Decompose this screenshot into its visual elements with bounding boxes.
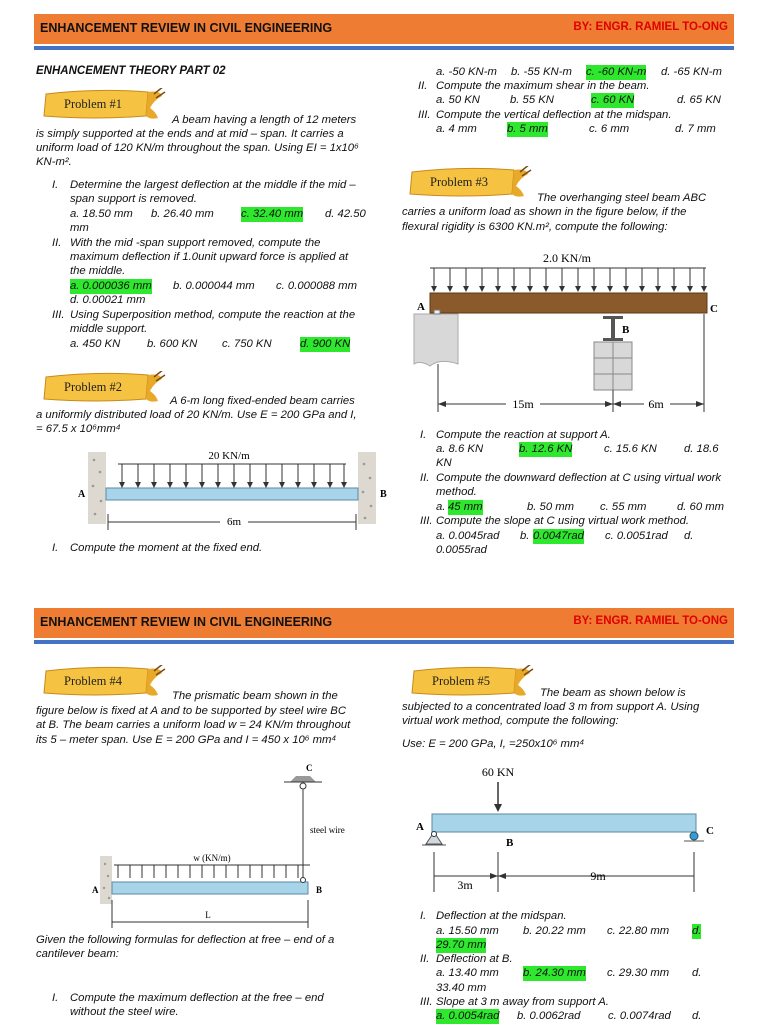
fixed-beam-figure bbox=[74, 446, 394, 538]
problem-5-banner bbox=[406, 665, 534, 699]
option: c. 15.6 KN bbox=[604, 443, 657, 455]
option: a. bbox=[436, 501, 446, 513]
wire-supported-beam-figure bbox=[84, 760, 384, 930]
question-text: Using Superposition method, compute the reaction at the bbox=[70, 309, 356, 321]
support-a-label: A bbox=[92, 885, 99, 895]
header-author: BY: ENGR. RAMIEL TO-ONG bbox=[573, 615, 728, 627]
option: KN bbox=[436, 457, 452, 469]
support-a-label: A bbox=[416, 821, 424, 833]
option: b. 600 KN bbox=[147, 338, 198, 350]
option: a. 0.0045rad bbox=[436, 530, 500, 542]
problem-3-text: The overhanging steel beam ABC bbox=[537, 192, 707, 204]
load-label: 20 KN/m bbox=[208, 450, 250, 462]
header-title: ENHANCEMENT REVIEW IN CIVIL ENGINEERING bbox=[40, 615, 333, 629]
question-text: without the steel wire. bbox=[70, 1006, 179, 1018]
span-1-label: 3m bbox=[457, 878, 473, 892]
beam bbox=[112, 882, 308, 894]
option: d. 0.00021 mm bbox=[70, 294, 146, 306]
problem-2-banner bbox=[38, 371, 166, 405]
option: d. 42.50 bbox=[325, 208, 366, 220]
question-number: I. bbox=[420, 429, 427, 441]
question-number: I. bbox=[420, 910, 427, 922]
header-title: ENHANCEMENT REVIEW IN CIVIL ENGINEERING bbox=[40, 21, 333, 35]
question-number: III. bbox=[420, 996, 433, 1008]
problem-5-text: virtual work method, compute the following: bbox=[402, 715, 619, 727]
option: c. 29.30 mm bbox=[607, 967, 670, 979]
span-2-label: 6m bbox=[648, 397, 664, 411]
answer-highlight: c. -60 KN-m bbox=[586, 66, 647, 78]
problem-1-label: Problem #1 bbox=[64, 97, 122, 111]
roller-support-icon bbox=[690, 832, 698, 840]
question-text: method. bbox=[436, 486, 477, 498]
option: a. 15.50 mm bbox=[436, 925, 499, 937]
question-text: the middle. bbox=[70, 265, 126, 277]
option: d. 7 mm bbox=[675, 123, 716, 135]
load-label: 2.0 KN/m bbox=[543, 251, 591, 265]
problem-5-label: Problem #5 bbox=[432, 674, 490, 688]
problem-5-text: The beam as shown below is bbox=[540, 687, 686, 699]
length-label: L bbox=[205, 910, 211, 920]
support-b-label: B bbox=[622, 324, 630, 336]
answer-highlight: b. 5 mm bbox=[507, 123, 548, 135]
problem-1-text: A beam having a length of 12 meters bbox=[172, 114, 357, 126]
option: c. 0.000088 mm bbox=[276, 280, 358, 292]
problem-1-banner bbox=[38, 88, 166, 122]
problem-1-text: KN-m². bbox=[36, 156, 72, 168]
question-text: Compute the maximum deflection at the free – end bbox=[70, 992, 324, 1004]
option: b. 26.40 mm bbox=[151, 208, 214, 220]
problem-5-given: Use: E = 200 GPa, I, =250x10⁶ mm⁴ bbox=[402, 738, 585, 750]
question-text: Compute the slope at C using virtual work method. bbox=[436, 515, 690, 527]
option: d. 18.6 bbox=[684, 443, 719, 455]
wire-label: steel wire bbox=[310, 825, 345, 835]
problem-4-text: The prismatic beam shown in the bbox=[172, 690, 338, 702]
option: c. 750 KN bbox=[222, 338, 272, 350]
problem-3-banner bbox=[404, 166, 532, 200]
problem-4-banner bbox=[38, 665, 166, 699]
problem-4-text: its 5 – meter span. Use E = 200 GPa and I = 450 x 10⁶ mm⁴ bbox=[36, 734, 337, 746]
question-text: Compute the maximum shear in the beam. bbox=[436, 80, 650, 92]
problem-4-text: Given the following formulas for deflection at free – end of a bbox=[36, 934, 335, 946]
option: a. 18.50 mm bbox=[70, 208, 133, 220]
problem-3-text: flexural rigidity is 6300 KN.m², compute the following: bbox=[402, 221, 668, 233]
question-text: middle support. bbox=[70, 323, 148, 335]
problem-4-text: at B. The beam carries a uniform load w = 24 KN/m throughout bbox=[36, 719, 351, 731]
option: d. 65 KN bbox=[677, 94, 721, 106]
option: b. 20.22 mm bbox=[523, 925, 586, 937]
option: a. -50 KN-m bbox=[436, 66, 497, 78]
answer-highlight: 45 mm bbox=[448, 501, 483, 513]
answer-highlight: 29.70 mm bbox=[436, 939, 487, 951]
option: b. 50 mm bbox=[527, 501, 575, 513]
answer-highlight: 0.0047rad bbox=[533, 530, 584, 542]
answer-highlight: d. 900 KN bbox=[300, 338, 351, 350]
support-a-label: A bbox=[78, 489, 86, 500]
problem-2-label: Problem #2 bbox=[64, 380, 122, 394]
left-wall bbox=[88, 452, 106, 524]
page-header bbox=[34, 608, 734, 638]
column-b bbox=[603, 316, 623, 319]
option: d. -65 KN-m bbox=[661, 66, 722, 78]
question-text: Compute the moment at the fixed end. bbox=[70, 542, 263, 554]
right-wall bbox=[358, 452, 376, 524]
span-2-label: 9m bbox=[590, 869, 606, 883]
load-arrows bbox=[122, 464, 344, 484]
answer-highlight: a. 0.0054rad bbox=[436, 1010, 500, 1022]
option: c. 22.80 mm bbox=[607, 925, 670, 937]
question-text: Compute the downward deflection at C using virtual work bbox=[436, 472, 722, 484]
load-arrows bbox=[118, 865, 298, 878]
beam bbox=[432, 814, 696, 832]
option: c. 55 mm bbox=[600, 501, 647, 513]
problem-3-text: carries a uniform load as shown in the figure below, if the bbox=[402, 206, 687, 218]
option: d. bbox=[684, 530, 694, 542]
option: a. 4 mm bbox=[436, 123, 477, 135]
header-underline bbox=[34, 640, 734, 644]
option: 0.0055rad bbox=[436, 544, 487, 556]
option: a. 50 KN bbox=[436, 94, 480, 106]
ceiling-anchor bbox=[290, 776, 316, 782]
problem-5-text: subjected to a concentrated load 3 m from support A. Using bbox=[402, 701, 700, 713]
option: a. 13.40 mm bbox=[436, 967, 499, 979]
question-number: III. bbox=[420, 515, 433, 527]
answer-highlight: d. bbox=[692, 925, 702, 937]
question-text: With the mid -span support removed, compute the bbox=[70, 237, 321, 249]
question-number: II. bbox=[420, 472, 430, 484]
question-text: Slope at 3 m away from support A. bbox=[436, 996, 609, 1008]
question-text: Compute the reaction at support A. bbox=[436, 429, 611, 441]
support-a-block bbox=[414, 314, 458, 366]
load-label: w (KN/m) bbox=[193, 853, 231, 863]
question-text: Deflection at B. bbox=[436, 953, 513, 965]
option: b. bbox=[520, 530, 530, 542]
beam bbox=[430, 293, 707, 313]
beam bbox=[106, 488, 358, 500]
option: 33.40 mm bbox=[436, 982, 487, 994]
question-number: I. bbox=[52, 542, 59, 554]
option: c. 0.0051rad bbox=[605, 530, 668, 542]
point-b-label: B bbox=[316, 885, 323, 895]
option: a. 8.6 KN bbox=[436, 443, 484, 455]
option: d. 60 mm bbox=[677, 501, 725, 513]
load-label: 60 KN bbox=[481, 765, 515, 779]
question-number: I. bbox=[52, 992, 59, 1004]
problem-1-text: is simply supported at the ends and at mid – span. It carries a bbox=[36, 128, 344, 140]
question-text: span support is removed. bbox=[70, 193, 197, 205]
problem-1-text: uniform load of 120 KN/m throughout the span. Using EI = 1x10⁶ bbox=[36, 142, 359, 154]
question-number: III. bbox=[418, 109, 431, 121]
option: d. bbox=[692, 967, 702, 979]
end-c-label: C bbox=[706, 825, 714, 837]
answer-highlight: a. 0.000036 mm bbox=[70, 280, 152, 292]
part-title: ENHANCEMENT THEORY PART 02 bbox=[36, 65, 226, 77]
load-arrows bbox=[434, 268, 704, 288]
problem-3-label: Problem #3 bbox=[430, 175, 488, 189]
answer-highlight: b. 24.30 mm bbox=[523, 967, 586, 979]
question-number: III. bbox=[52, 309, 65, 321]
support-b-label: B bbox=[380, 489, 387, 500]
question-text: Compute the vertical deflection at the midspan. bbox=[436, 109, 672, 121]
option: b. 0.000044 mm bbox=[173, 280, 255, 292]
question-number: II. bbox=[418, 80, 428, 92]
problem-4-label: Problem #4 bbox=[64, 674, 122, 688]
option: b. -55 KN-m bbox=[511, 66, 572, 78]
page-header bbox=[34, 14, 734, 44]
span-label: 6m bbox=[226, 516, 242, 528]
problem-2-text: A 6-m long fixed-ended beam carries bbox=[170, 395, 355, 407]
problem-4-text: cantilever beam: bbox=[36, 948, 119, 960]
question-number: II. bbox=[420, 953, 430, 965]
answer-highlight: c. 32.40 mm bbox=[241, 208, 304, 220]
problem-2-text: a uniformly distributed load of 20 KN/m. Use E = 200 GPa and I, bbox=[36, 409, 357, 421]
option: d. bbox=[692, 1010, 702, 1022]
support-a-label: A bbox=[417, 301, 425, 313]
option: c. 6 mm bbox=[589, 123, 630, 135]
option: a. 450 KN bbox=[70, 338, 121, 350]
option: mm bbox=[70, 222, 89, 234]
question-text: Determine the largest deflection at the middle if the mid – bbox=[70, 179, 356, 191]
header-underline bbox=[34, 46, 734, 50]
problem-2-text: = 67.5 x 10⁶mm⁴ bbox=[36, 423, 121, 435]
problem-4-text: figure below is fixed at A and to be supported by steel wire BC bbox=[36, 705, 346, 717]
point-b-label: B bbox=[506, 837, 514, 849]
simple-beam-figure bbox=[410, 762, 720, 898]
span-1-label: 15m bbox=[512, 397, 534, 411]
question-number: II. bbox=[52, 237, 62, 249]
question-text: maximum deflection if 1.0unit upward force is applied at bbox=[70, 251, 349, 263]
question-text: Deflection at the midspan. bbox=[436, 910, 567, 922]
option: b. 0.0062rad bbox=[517, 1010, 581, 1022]
answer-highlight: c. 60 KN bbox=[591, 94, 635, 106]
end-c-label: C bbox=[710, 303, 718, 315]
option: c. 0.0074rad bbox=[608, 1010, 671, 1022]
option: b. 55 KN bbox=[510, 94, 554, 106]
point-c-label: C bbox=[306, 763, 313, 773]
fixed-wall bbox=[100, 856, 112, 904]
answer-highlight: b. 12.6 KN bbox=[519, 443, 573, 455]
question-number: I. bbox=[52, 179, 59, 191]
overhanging-beam-figure bbox=[410, 244, 730, 420]
header-author: BY: ENGR. RAMIEL TO-ONG bbox=[573, 21, 728, 33]
